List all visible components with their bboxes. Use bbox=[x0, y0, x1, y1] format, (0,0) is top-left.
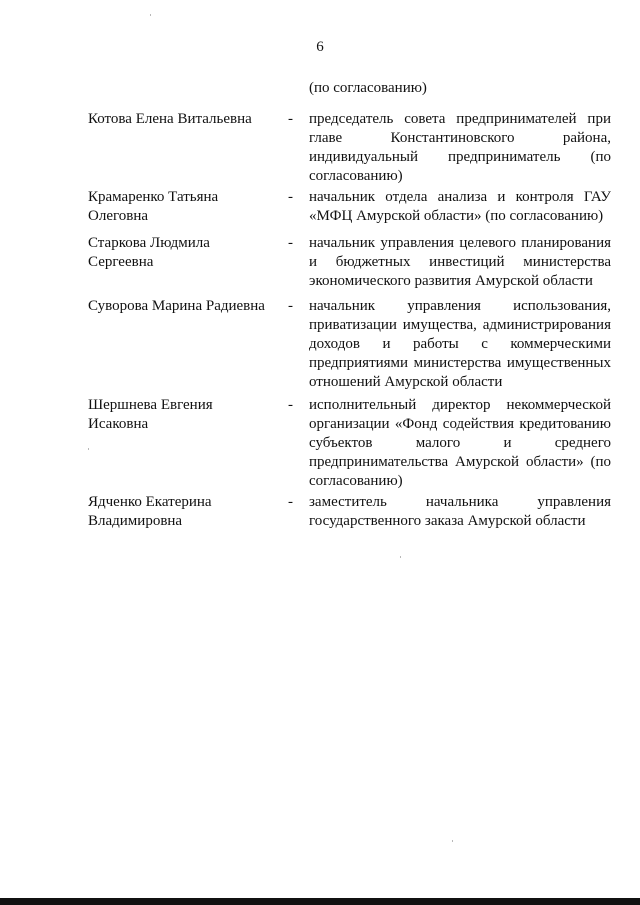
separator-dash: - bbox=[288, 111, 293, 127]
person-name: Крамаренко Татьяна Олеговна bbox=[88, 189, 219, 224]
person-name: Котова Елена Витальевна bbox=[88, 111, 252, 127]
person-name: Шершнева Евгения Исаковна bbox=[88, 397, 213, 432]
separator-dash: - bbox=[288, 235, 293, 251]
page-number: 6 bbox=[316, 39, 324, 55]
separator-dash: - bbox=[288, 298, 293, 314]
continuation-text: (по согласованию) bbox=[309, 80, 427, 96]
person-role: начальник управления использования, приватизации имущества, администрирования доходов и работы с коммерческими предприятиями министерства имущественных отношений Амурской области bbox=[309, 298, 611, 390]
scan-bottom-edge bbox=[0, 898, 640, 905]
person-name: Суворова Марина Радиевна bbox=[88, 298, 265, 314]
person-role: председатель совета предпринимателей при главе Константиновского района, индивидуальный предприниматель (по согласованию) bbox=[309, 111, 611, 184]
scan-speck bbox=[400, 556, 401, 558]
scan-speck bbox=[452, 840, 453, 842]
scan-speck bbox=[88, 448, 89, 450]
person-role: начальник управления целевого планирования и бюджетных инвестиций министерства экономического развития Амурской области bbox=[309, 235, 611, 289]
scan-speck bbox=[150, 14, 151, 16]
separator-dash: - bbox=[288, 397, 293, 413]
person-name: Ядченко Екатерина Владимировна bbox=[88, 494, 212, 529]
separator-dash: - bbox=[288, 189, 293, 205]
person-role: начальник отдела анализа и контроля ГАУ «МФЦ Амурской области» (по согласованию) bbox=[309, 189, 611, 224]
separator-dash: - bbox=[288, 494, 293, 510]
person-name: Старкова Людмила Сергеевна bbox=[88, 235, 210, 270]
person-role: заместитель начальника управления государственного заказа Амурской области bbox=[309, 494, 611, 529]
person-role: исполнительный директор некоммерческой организации «Фонд содействия кредитованию субъектов малого и среднего предпринимательства Амурской области» (по согласованию) bbox=[309, 397, 611, 489]
